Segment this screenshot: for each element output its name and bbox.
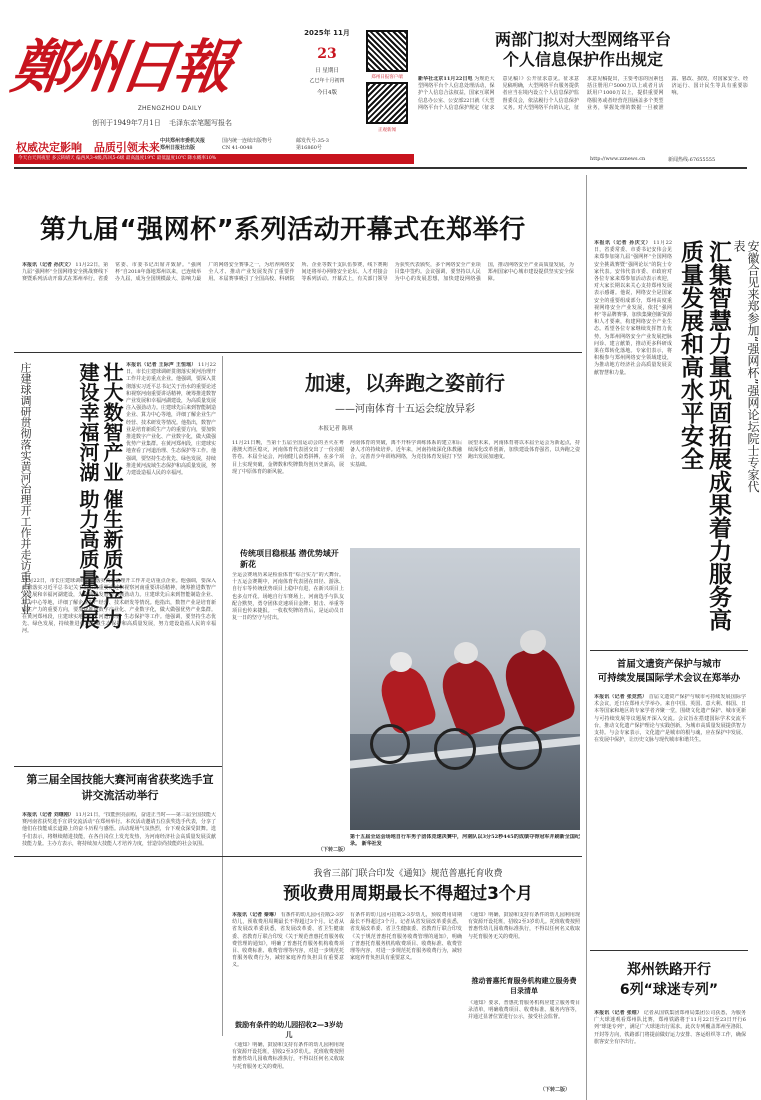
left-story-text: 11月22日，市长庄建球调研贯彻落实黄河治理开工作并走访重点企业。他强调，要深入贯彻落实习近平总书记关于治水的重要论述和视察河南重要讲话精神，统筹推进数智产业发展和幸福河湖建设，为高质量发展注入强劲动力。庄建球先后来到智能制造企业、算力中心等地，详细了解企业生产经营、技术研发等情况。他指出，数智产业是培育新质生产力的重要方向，要加快推进数字产业化、产业数字化，做大做强优势产业集群。在黄河郑州段，庄建球实地查看了河道治理、生态保护等工作。他强调，要坚持生态优先、绿色发展，持续推进黄河流域生态保护和高质量发展，努力建设造福人民的幸福河。 <box>126 362 216 477</box>
sports-text-1c: 展望未来，河南体育将以本届全运会为新起点，持续深化改革创新，加快建设体育强省，以奔跑之姿跑出发展加速度。 <box>468 440 580 461</box>
childcare-sub1-body <box>232 1042 344 1094</box>
left-column-divider <box>222 356 223 1036</box>
right-column-divider <box>586 175 587 1100</box>
weekday: 日 星期日 <box>315 68 339 74</box>
top-story <box>418 30 748 164</box>
top-story-text: 为规范大型网络平台个人信息处理活动，保护个人信息合法权益，国家互联网信息办公室、公安部22日就《大型网络平台个人信息保护规定（征求意见稿）》公开征求意见。征求意见稿明确，大型网络平台服务提供者应当在境内设立个人信息保护监督委员会，依法履行个人信息保护义务。对大型网络平台的认定，征求意见稿提出，主要考虑的因素包括注册用户5000万以上或者月活跃用户1000万以上，提供重要网络服务或者经营范围涵盖多个类型业务，掌握处理的数据一旦被泄露、篡改、损毁，对国家安全、经济运行、国计民生等具有重要影响。 <box>418 76 748 111</box>
railway-body <box>594 1010 746 1092</box>
lunar-date: 乙巳年十月初四 <box>309 78 345 84</box>
qr-code-news[interactable] <box>366 82 408 124</box>
childcare-byline: 本报讯（记者 秦琳） <box>232 912 280 918</box>
childcare-title: 预收费用周期最长不得超过3个月 <box>283 884 533 904</box>
sports-text-1b: 河南体育的突破，离不开科学训练体系的建立和后备人才的持续培养。近年来，河南持续深化体教融合，完善青少年训练网络，为竞技体育发展打下坚实基础。 <box>350 440 462 468</box>
inscription: 毛泽东亲笔题写报名 <box>168 119 232 127</box>
childcare-body-3 <box>468 912 580 972</box>
left-box-divider <box>14 766 222 767</box>
sports-body-1 <box>232 440 344 542</box>
right-headline: 汇集智慧力量巩固拓展成果着力服务高质量发展和高水平安全 <box>677 240 731 631</box>
sports-section-head: 传统项目稳根基 潜优势域开新花 <box>240 549 339 569</box>
railway-text: 记者从国铁集团郑州局集团公司获悉，为服务广大球迷观看郑州队比赛，郑州铁路将于11月22日至23日开行6列“球迷专列”，满足广大球迷出行需求。此次专列覆盖郑州至洛阳、开封等方向，铁路部门将提前做好运力安排、客运组织等工作，确保旅客安全有序出行。 <box>594 1010 746 1045</box>
sports-body-1b <box>350 440 462 542</box>
railway-title-1: 郑州铁路开行 <box>627 962 711 978</box>
left-story-byline: 本报讯（记者 王际声 王恒瑶） <box>126 362 197 368</box>
lead-story-text: 11月22日，第九届“强网杯”全国网络安全挑战赛线下赛暨系列活动开幕式在郑州举行。省委常委、市委书记出席并致辞。“强网杯”自2018年落地郑州以来，已连续举办九届，成为全国规模最大、影响力最广的网络安全赛事之一，为培养网络安全人才、推动产业发展发挥了重要作用。本届赛事吸引了全国高校、科研院所、企业等数千支队伍参赛，线下赛期间还将举办网络安全论坛、人才对接会等系列活动。开幕式上，有关部门领导为获奖代表颁奖，多个网络安全产业项目集中签约。会议强调，要坚持以人民为中心的发展思想，加快建设网络强国，推动网络安全产业高质量发展，为郑州国家中心城市建设提供坚实安全保障。 <box>22 262 574 283</box>
publisher-line-1: 中共郑州市委机关报 <box>160 138 206 144</box>
hotline: 新闻热线:67655555 <box>668 157 716 163</box>
qr-caption-app: 郑州日报客户端 <box>371 75 403 80</box>
childcare-sub2: 推动普惠托育服务机构建立服务费目录清单 <box>471 977 577 995</box>
left-story-title: 壮大数智产业 催生新质生产力 建设幸福河湖 助力高质量发展 <box>76 362 124 629</box>
cn-number: CN 41-0048 <box>222 145 253 151</box>
lead-story-body <box>22 262 574 342</box>
childcare-text-3: 《通知》明确，鼓励和支持有条件的幼儿园利用现有资源开设托班，招收2至3岁幼儿。托班收费按照普惠性幼儿园收费标准执行，不得以任何名义收取与托育服务无关的费用。 <box>468 912 580 940</box>
qr-caption-news: 正观新闻 <box>378 128 396 133</box>
childcare-text: 有条件的幼儿园可招收2-3岁幼儿，预收费用周期最长不得超过3个月。记者从省发展改革委获悉，省发展改革委、省卫生健康委、省教育厅联合印发《关于规范普惠托育服务收费管理的通知》，明确了普惠托育服务机构收费项目、收费标准、收费管理等内容，对进一步规范托育服务收费行为，减轻家庭养育负担具有重要意义。 <box>232 912 344 969</box>
lead-story-byline: 本报讯（记者 孙庆文） <box>22 262 74 268</box>
cycling-photo-caption <box>350 834 580 850</box>
sports-subtitle: ——河南体育十五运会绽放异彩 <box>335 404 475 415</box>
bottom-divider <box>14 856 582 857</box>
childcare-deck: 我省三部门联合印发《通知》规范普惠托育收费 <box>313 869 503 879</box>
left-box2-text: 11月21日，“技能照亮前程，奋进正当时——第三届全国技能大赛河南省获奖选手宣讲交流活动”在郑州举行。本次活动邀请五位获奖选手代表，分享了他们在技能成长道路上的奋斗历程与感悟。活动现场气氛热烈，台下观众深受鼓舞。选手们表示，将继续精进技能，在各自岗位上发光发热，为河南经济社会高质量发展贡献技能力量。主办方表示，将持续加大技能人才培养力度，营造崇尚技能的社会氛围。 <box>22 812 216 847</box>
railway-title-2: 6列“球迷专列” <box>619 982 719 998</box>
lead-divider <box>14 352 582 353</box>
logo-pinyin: ZHENGZHOU DAILY <box>138 106 203 112</box>
left-story-subtitle: 庄建球调研贯彻落实黄河治理开工作并走访重点企业 <box>19 362 32 615</box>
weather-text: 今天白天到夜里 多云转晴天 偏西风3-4级,阵风5-6级 最高温度19℃ 最低温度10℃ 降水概率10% <box>18 156 217 161</box>
railway-divider <box>590 950 748 951</box>
left-box2-body <box>22 812 216 1034</box>
issue-number: 第16860号 <box>296 145 322 151</box>
forum-text: 首届文遗资产保护与城市可持续发展国际学术会议，近日在郑州大学举办。来自中国、英国、意大利、韩国、日本等国家和地区的专家学者齐聚一堂，围绕文化遗产保护、城市更新与可持续发展等议题展开深入交流。会议旨在搭建国际学术交流平台，推动文化遗产保护理论与实践创新，为城市高质量发展提供智力支持。与会专家表示，文化遗产是城市的根与魂，应在保护中发展、在发展中保护，让历史文脉与现代城市和谐共生。 <box>594 694 746 744</box>
sports-body-1c <box>468 440 580 542</box>
website[interactable]: http://www.zznews.cn <box>590 156 646 162</box>
day-number: 23 <box>317 46 337 62</box>
founded-line <box>92 118 232 128</box>
lead-story-title: 第九届“强网杯”系列活动开幕式在郑举行 <box>40 215 526 245</box>
sports-text-2: 全运会赛场历来是检验体育“综合实力”的大舞台。十五运会赛期中，河南体育代表团在田径、游泳、自行车等传统优势项目上稳中有进，在新兴项目上也多点开花。场地自行车赛场上，河南选手与队友配合默契，勇夺团体竞速项目金牌；射击、举重等项目也传来捷报。一枚枚奖牌的背后，是运动员日复一日的坚守与付出。 <box>232 572 344 622</box>
newspaper-logo: 鄭州日報 <box>7 33 233 101</box>
cn-label: 国内统一连续出版物号 <box>222 138 273 144</box>
railway-byline: 本报讯（记者 张维） <box>594 1010 642 1016</box>
year-month: 2025年 11月 <box>304 29 350 37</box>
masthead-divider <box>14 167 747 169</box>
right-deck: 安徽合见来郑参加“强网杯”强网论坛院士专家代表 <box>732 240 760 493</box>
top-story-body <box>418 76 748 160</box>
cycling-photo <box>350 548 580 830</box>
left-story-body-cont <box>22 578 216 726</box>
weather-strip <box>14 154 414 164</box>
childcare-text-2: 有条件的幼儿园可招收2-3岁幼儿，预收费用周期最长不得超过3个月。记者从省发展改革委获悉，省发展改革委、省卫生健康委、省教育厅联合印发《关于规范普惠托育服务收费管理的通知》，明确了普惠托育服务机构收费项目、收费标准、收费管理等内容，对进一步规范托育服务收费行为，减轻家庭养育负担具有重要意义。 <box>350 912 462 962</box>
forum-byline: 本报讯（记者 张竞然） <box>594 694 648 700</box>
right-story-body <box>594 240 672 642</box>
forum-title-1: 首届文遗资产保护与城市 <box>616 659 722 670</box>
childcare-sub1: 鼓励有条件的幼儿园招收2—3岁幼儿 <box>235 1021 343 1039</box>
right-story-text: 11月22日，省委常委、市委书记安伟会见来郑参加第九届“强网杯”全国网络安全挑战赛暨“强网论坛”的院士专家代表。安伟代表市委、市政府对各位专家来郑参加活动表示欢迎，对大家长期以来关心支持郑州发展表示感谢。他说，网络安全是国家安全的重要组成部分，郑州高度重视网络安全产业发展，依托“强网杯”等品牌赛事，加快集聚创新资源和人才要素，构建网络安全产业生态。希望各位专家继续发挥智力优势，为郑州网络安全产业发展把脉问诊、建言献策，推动更多科研成果在郑转化落地。专家们表示，将积极参与郑州网络安全领域建设，为推动地方经济社会高质量发展贡献智慧和力量。 <box>594 240 672 376</box>
slogan-left: 权威决定影响 <box>16 141 82 154</box>
left-story-body <box>126 362 216 568</box>
childcare-continued: （下转二版） <box>540 1087 571 1093</box>
qr-code-app[interactable] <box>366 30 408 72</box>
date-box <box>298 28 356 118</box>
forum-body <box>594 694 746 842</box>
sports-byline: 本报记者 陈琪 <box>318 426 353 432</box>
sports-title: 加速，以奔跑之姿前行 <box>305 371 505 395</box>
top-story-title-1: 两部门拟对大型网络平台 <box>494 30 671 49</box>
caption-text: 第十五届全运会场地自行车男子团体竞速决赛中，河南队以3分52秒445的成绩夺得冠军并刷新全国纪录。 新华社发 <box>350 834 580 848</box>
publisher-line-2: 郑州日报社出版 <box>160 145 196 151</box>
childcare-body <box>232 912 344 1016</box>
founded-date: 创刊于1949年7月1日 <box>92 119 161 127</box>
forum-divider <box>590 650 748 651</box>
childcare-sub2-body <box>468 1000 580 1086</box>
sports-text-1: 11月21日晚，当第十五届全国运动会的圣火在粤港澳大湾区熄灭，河南体育代表团交出了一份亮眼答卷。本届全运会，河南健儿奋勇拼搏，在多个项目上实现突破，金牌数和奖牌数均创历史新高，展现了中原体育的新风貌。 <box>232 440 344 475</box>
right-story-byline: 本报讯（记者 孙庆文） <box>594 240 652 246</box>
childcare-body-2 <box>350 912 462 1094</box>
slogan-bar <box>16 139 160 155</box>
forum-title-2: 可持续发展国际学术会议在郑举办 <box>597 673 741 684</box>
postal-code: 邮发代号:35-3 <box>296 138 329 144</box>
page-count: 今日4版 <box>317 90 337 96</box>
top-story-title-2: 个人信息保护作出规定 <box>502 50 663 69</box>
left-box2-byline: 本报讯（记者 刘继刚） <box>22 812 74 818</box>
sports-continued: （下转二版） <box>318 847 349 853</box>
childcare-sub2-text: 《通知》要求，普惠托育服务机构应建立服务费目录清单，明确收费项目、收费标准、服务内容等，并通过显著位置进行公示，接受社会监督。 <box>468 1000 580 1021</box>
sports-body-2 <box>232 572 344 846</box>
slogan-right: 品质引领未来 <box>93 141 160 154</box>
left-story-text-cont: 11月22日，市长庄建球调研贯彻落实黄河治理开工作并走访重点企业。他强调，要深入贯彻落实习近平总书记关于治水的重要论述和视察河南重要讲话精神，统筹推进数智产业发展和幸福河湖建设，为高质量发展注入强劲动力。庄建球先后来到智能制造企业、算力中心等地，详细了解企业生产经营、技术研发等情况。他指出，数智产业是培育新质生产力的重要方向，要加快推进数字产业化、产业数字化，做大做强优势产业集群。在黄河郑州段，庄建球实地查看了河道治理、生态保护等工作。他强调，要坚持生态优先、绿色发展，持续推进黄河流域生态保护和高质量发展，努力建设造福人民的幸福河。 <box>22 578 216 635</box>
left-box2-title: 第三届全国技能大赛河南省获奖选手宣讲交流活动举行 <box>26 773 214 802</box>
top-story-dateline: 新华社北京11月22日电 <box>418 76 473 82</box>
childcare-sub1-text: 《通知》明确，鼓励和支持有条件的幼儿园利用现有资源开设托班，招收2至3岁幼儿。托班收费按照普惠性幼儿园收费标准执行，不得以任何名义收取与托育服务无关的费用。 <box>232 1042 344 1070</box>
